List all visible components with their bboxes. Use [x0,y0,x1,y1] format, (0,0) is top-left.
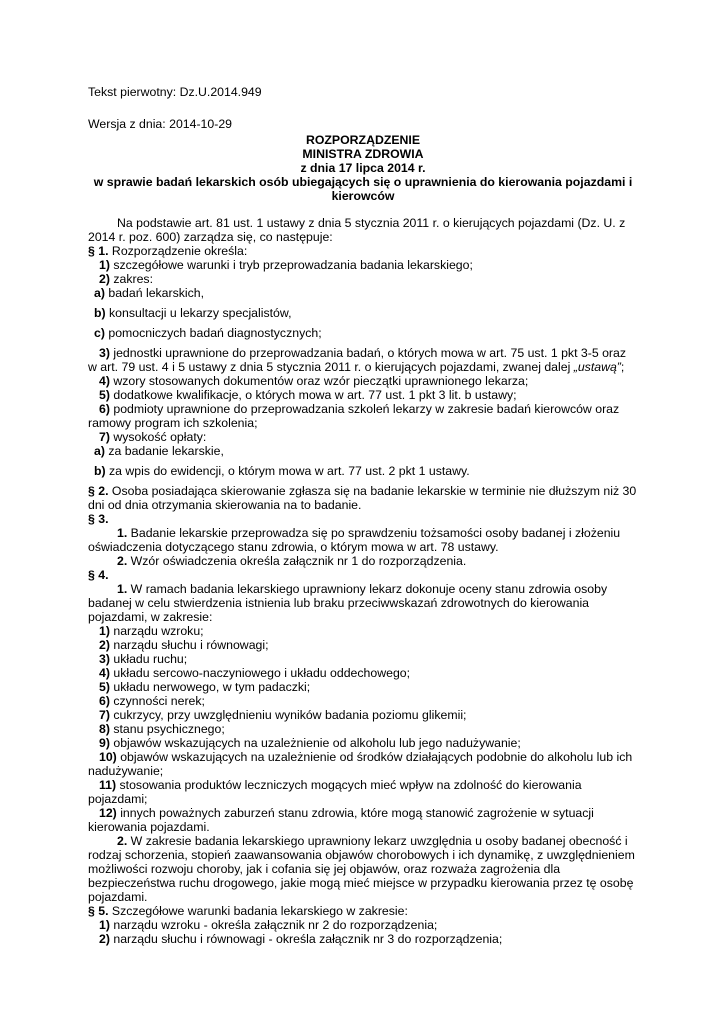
title-line: ROZPORZĄDZENIE [305,133,421,147]
item-text: stosowania produktów leczniczych mogących mieć wpływ na zdolność do kierowania pojazdami; [88,778,582,806]
item-number: 2) [99,272,110,286]
item-number: c) [94,326,105,340]
item-number: 2. [117,834,128,848]
item-text: czynności nerek; [109,694,205,708]
item-number: a) [94,286,105,300]
item-text: pomocniczych badań diagnostycznych; [104,326,322,340]
item-number: 4) [99,666,110,680]
section-text: Szczegółowe warunki badania lekarskiego w zakresie: [108,904,408,918]
paragraph [88,526,638,554]
item-text: narządu wzroku; [109,624,204,638]
item-quote: „ustawą” [573,360,621,374]
item-text: konsultacji u lekarzy specjalistów, [105,306,292,320]
list-item [88,708,638,722]
title-line: w sprawie badań lekarskich osób ubiegających się o uprawnienia do kierowania pojazdami i kierowców [93,175,633,203]
item-number: 7) [99,430,110,444]
version-date: Wersja z dnia: 2014-10-29 [88,117,233,131]
item-text: W zakresie badania lekarskiego uprawniony lekarz uwzględnia u osoby badanej obecność i rodzaj schorzenia, stopień zaawansowania objawów chorobowych i ich dynamikę, z uwzględnieniem możliwości rozwoju choroby, jak i cofania się jej objawów, oraz rozważa zagrożenia dla bezpieczeństwa ruchu drogowego, jakie mogą mieć miejsce w przypadku kierowania przez tę osobę pojazdami. [88,834,635,904]
list-item [88,694,638,708]
section-5 [88,904,638,918]
list-item [88,722,638,736]
item-text: wzory stosowanych dokumentów oraz wzór pieczątki uprawnionego lekarza; [109,374,529,388]
section-4 [88,568,638,582]
item-text: narządu słuchu i równowagi - określa załącznik nr 3 do rozporządzenia; [109,932,503,946]
item-number: 1. [117,526,128,540]
item-number: 1) [99,258,110,272]
list-item [88,932,638,946]
item-text: za badanie lekarskie, [104,444,224,458]
item-text: W ramach badania lekarskiego uprawniony lekarz dokonuje oceny stanu zdrowia osoby badanej w celu stwierdzenia istnienia lub braku przeciwwskazań zdrowotnych do kierowania pojazdami, w zakresie: [88,582,608,624]
item-number: 9) [99,736,110,750]
item-number: 2. [117,554,128,568]
item-text: jednostki uprawnione do przeprowadzania badań, o których mowa w art. 75 ust. 1 pkt 3-5 oraz w art. 79 ust. 4 i 5 ustawy z dnia 5 stycznia 2011 r. o kierujących pojazdami, zwanej dalej [88,346,627,374]
preamble: Na podstawie art. 81 ust. 1 ustawy z dnia 5 stycznia 2011 r. o kierujących pojazdami (Dz. U. z 2014 r. poz. 600) zarządza się, co następuje: [88,216,626,244]
section-3 [88,512,638,526]
section-number: § 5. [88,904,109,918]
list-item [88,666,638,680]
item-text: dodatkowe kwalifikacje, o których mowa w art. 77 ust. 1 pkt 3 lit. b ustawy; [109,388,517,402]
item-text: Wzór oświadczenia określa załącznik nr 1 do rozporządzenia. [127,554,467,568]
list-item [88,680,638,694]
item-number: 1) [99,624,110,638]
item-text: objawów wskazujących na uzależnienie od środków działających podobnie do alkoholu lub ich nadużywanie; [88,750,633,778]
item-number: 11) [99,778,117,792]
item-number: 1. [117,582,128,596]
item-number: 7) [99,708,110,722]
item-number: 6) [99,402,110,416]
list-item [88,624,638,638]
item-number: b) [94,464,106,478]
item-number: 4) [99,374,110,388]
item-number: 8) [99,722,110,736]
list-item [88,388,638,402]
item-text: za wpis do ewidencji, o którym mowa w art. 77 ust. 2 pkt 1 ustawy. [105,464,470,478]
section-1 [88,244,638,258]
list-item [88,778,638,806]
title-line: MINISTRA ZDROWIA [302,147,424,161]
item-text: wysokość opłaty: [109,430,207,444]
item-number: 5) [99,680,110,694]
item-number: 2) [99,932,110,946]
item-text: szczegółowe warunki i tryb przeprowadzania badania lekarskiego; [109,258,473,272]
list-item [88,306,638,320]
section-number: § 3. [88,512,109,526]
item-text: narządu słuchu i równowagi; [109,638,269,652]
item-text: ; [620,360,625,374]
item-number: 10) [99,750,117,764]
item-number: a) [94,444,105,458]
title-line: z dnia 17 lipca 2014 r. [300,161,426,175]
item-text: narządu wzroku - określa załącznik nr 2 do rozporządzenia; [109,918,438,932]
document-body [88,85,638,946]
section-number: § 2. [88,484,109,498]
item-number: 1) [99,918,110,932]
item-number: 5) [99,388,110,402]
list-item [88,750,638,778]
item-text: podmioty uprawnione do przeprowadzania szkoleń lekarzy w zakresie badań kierowców oraz ramowy program ich szkolenia; [88,402,620,430]
list-item [88,806,638,834]
list-item [88,736,638,750]
item-text: stanu psychicznego; [109,722,225,736]
regulation-text [88,216,638,946]
list-item [88,286,638,300]
item-number: 2) [99,638,110,652]
document-title [88,133,638,203]
section-number: § 1. [88,244,109,258]
section-text: Rozporządzenie określa: [108,244,248,258]
item-text: układu sercowo-naczyniowego i układu oddechowego; [109,666,411,680]
item-text: zakres: [109,272,153,286]
item-text: objawów wskazujących na uzależnienie od alkoholu lub jego nadużywanie; [109,736,521,750]
section-text: Osoba posiadająca skierowanie zgłasza się na badanie lekarskie w terminie nie dłuższym niż 30 dni od dnia otrzymania skierowania na to badanie. [88,484,637,512]
list-item [88,652,638,666]
item-number: 3) [99,346,110,360]
list-item [88,464,638,478]
item-number: 6) [99,694,110,708]
item-text: Badanie lekarskie przeprowadza się po sprawdzeniu tożsamości osoby badanej i złożeniu oświadczenia dotyczącego stanu zdrowia, o którym mowa w art. 78 ustawy. [88,526,621,554]
source-text: Tekst pierwotny: Dz.U.2014.949 [88,85,262,99]
list-item [88,638,638,652]
paragraph [88,582,638,624]
list-item [88,346,638,374]
list-item [88,374,638,388]
section-number: § 4. [88,568,109,582]
item-text: badań lekarskich, [104,286,205,300]
item-number: 3) [99,652,110,666]
item-number: b) [94,306,106,320]
list-item [88,326,638,340]
item-number: 12) [99,806,117,820]
item-text: układu nerwowego, w tym padaczki; [109,680,311,694]
list-item [88,444,638,458]
item-text: innych poważnych zaburzeń stanu zdrowia, które mogą stanowić zagrożenie w sytuacji kierowania pojazdami. [88,806,594,834]
list-item [88,272,638,286]
paragraph [88,554,638,568]
item-text: cukrzycy, przy uwzględnieniu wyników badania poziomu glikemii; [109,708,467,722]
list-item [88,430,638,444]
list-item [88,258,638,272]
list-item [88,402,638,430]
item-text: układu ruchu; [109,652,188,666]
list-item [88,918,638,932]
paragraph [88,834,638,904]
section-2 [88,484,638,512]
